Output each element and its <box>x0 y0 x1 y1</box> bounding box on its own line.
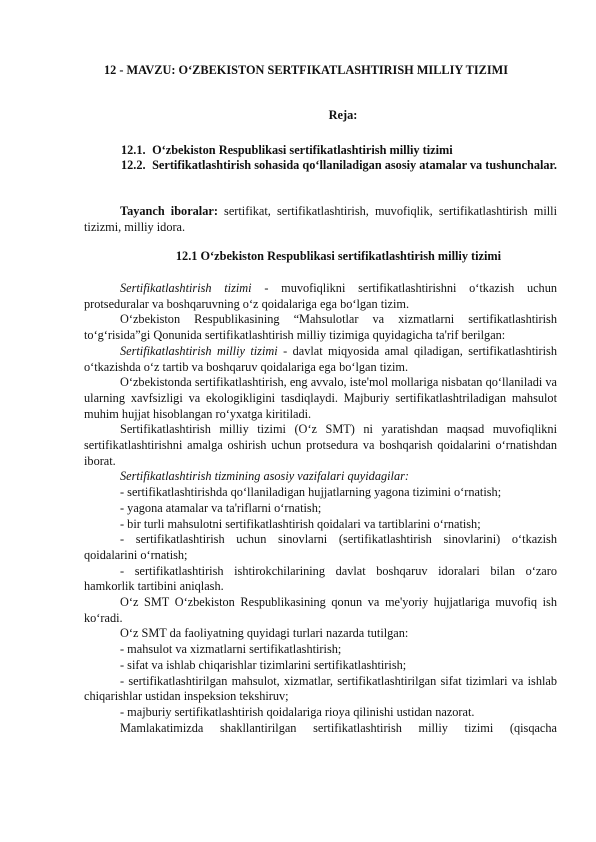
plan-item <box>121 158 557 173</box>
list-item-text: - bir turli mahsulotni sertifikatlashtirish qoidalari va tartiblarini o‘rnatish; <box>120 516 481 531</box>
section-heading: 12.1 O‘zbekiston Respublikasi sertifikatlashtirish milliy tizimi <box>175 249 502 263</box>
plan-item-text: Sertifikatlashtirish sohasida qo‘llaniladigan asosiy atamalar va tushunchalar. <box>152 158 557 172</box>
list-item-text: - sertifikatlashtirishda qo‘llaniladigan hujjatlarning yagona tizimini o‘rnatish; <box>120 485 502 500</box>
list-item-text: - sertifikatlashtirish uchun sinovlarni (sertifikatlashtirish sinovlarini) o‘tkazish qoidalarini o‘rnatish; <box>84 532 557 562</box>
list-item <box>84 705 557 721</box>
paragraph <box>84 312 557 343</box>
plan-item-text: O‘zbekiston Respublikasi sertifikatlashtirish milliy tizimi <box>152 143 453 157</box>
keywords-text: sertifikat, sertifikatlashtirish, muvofiqlik, sertifikatlashtirish milli tizizmi, milliy idora. <box>84 204 557 234</box>
body-text <box>84 281 557 736</box>
term: Sertifikatlashtirish tizimi <box>120 281 252 295</box>
paragraph-text: O‘zbekiston Respublikasining “Mahsulotlar va xizmatlarni sertifikatlashtirish to‘g‘risida”gi Qonunida sertifikatlashtirish milliy tizimiga quyidagicha ta'rif berilgan: <box>84 312 557 343</box>
paragraph <box>84 422 557 469</box>
paragraph <box>84 281 557 312</box>
list-item-text: - sifat va ishlab chiqarishlar tizimlarini sertifikatlashtirish; <box>120 657 407 672</box>
list-item <box>84 517 557 533</box>
list-item-text: - mahsulot va xizmatlarni sertifikatlashtirish; <box>120 642 342 657</box>
plan-heading: Reja: <box>328 108 358 122</box>
paragraph-text: - davlat miqyosida amal qiladigan, sertifikatlashtirish o‘tkazishda o‘z tartib va boshqaruv qoidalariga ega bo‘lgan tizim. <box>84 343 557 374</box>
paragraph-text: - muvofiqlikni sertifikatlashtirishni o‘tkazish uchun protseduralar va boshqaruvning o‘z qoidalariga ega bo‘lgan tizim. <box>84 281 557 311</box>
paragraph <box>84 375 557 422</box>
paragraph <box>84 595 557 626</box>
paragraph <box>84 626 557 642</box>
keywords-label: Tayanch iboralar: <box>120 204 218 218</box>
paragraph-text: Mamlakatimizda shakllantirilgan sertifikatlashtirish milliy tizimi (qisqacha <box>120 720 557 735</box>
paragraph <box>84 721 557 737</box>
paragraph-text: O‘z SMT da faoliyatning quyidagi turlari nazarda tutilgan: <box>120 626 409 641</box>
plan-item-number: 12.2. <box>121 158 146 172</box>
list-item <box>84 658 557 674</box>
paragraph-text: Sertifikatlashtirish milliy tizimi (O‘z SMT) ni yaratishdan maqsad muvofiqlikni sertifikatlashtirishni amalga oshirish uchun protsedura va boshqarish qoidalarini o‘rnatishdan iborat. <box>84 422 557 468</box>
page-title: 12 - MAVZU: O‘ZBEKISTON SERTFIKATLASHTIRISH MILLIY TIZIMI <box>103 63 509 77</box>
paragraph <box>84 344 557 375</box>
list-item <box>84 485 557 501</box>
plan-item-number: 12.1. <box>121 143 146 157</box>
list-item <box>84 564 557 595</box>
paragraph-text: O‘z SMT O‘zbekiston Respublikasining qonun va me'yoriy hujjatlariga muvofiq ish ko‘radi. <box>84 595 557 625</box>
list-item <box>84 642 557 658</box>
list-item <box>84 674 557 705</box>
paragraph-text: O‘zbekistonda sertifikatlashtirish, eng avvalo, iste'mol mollariga nisbatan qo‘llaniladi va ularning xavfsizligi va ekologikligini tasdiqlaydi. Majburiy sertifikatlashtriladigan mahsulot muhim hujjat hisoblangan ro‘yxatga kiritiladi. <box>84 375 557 421</box>
term: Sertifikatlashtirish milliy tizimi <box>120 343 278 358</box>
paragraph <box>84 469 557 485</box>
term: Sertifikatlashtirish tizmining asosiy vazifalari quyidagilar: <box>120 469 409 484</box>
list-item-text: - sertifikatlashtirilgan mahsulot, xizmatlar, sertifikatlashtirilgan sifat tizimlari va ishlab chiqarishlar ustidan inspeksion tekshiruv; <box>84 673 557 704</box>
list-item-text: - yagona atamalar va ta'riflarni o‘rnatish; <box>120 500 322 515</box>
keywords-paragraph <box>84 203 557 235</box>
plan-item <box>121 143 557 158</box>
list-item-text: - majburiy sertifikatlashtirish qoidalariga rioya qilinishi ustidan nazorat. <box>120 704 475 719</box>
list-item <box>84 501 557 517</box>
list-item <box>84 532 557 563</box>
list-item-text: - sertifikatlashtirish ishtirokchilarining davlat boshqaruv idoralari bilan o‘zaro hamkorlik tartibini aniqlash. <box>84 563 557 594</box>
